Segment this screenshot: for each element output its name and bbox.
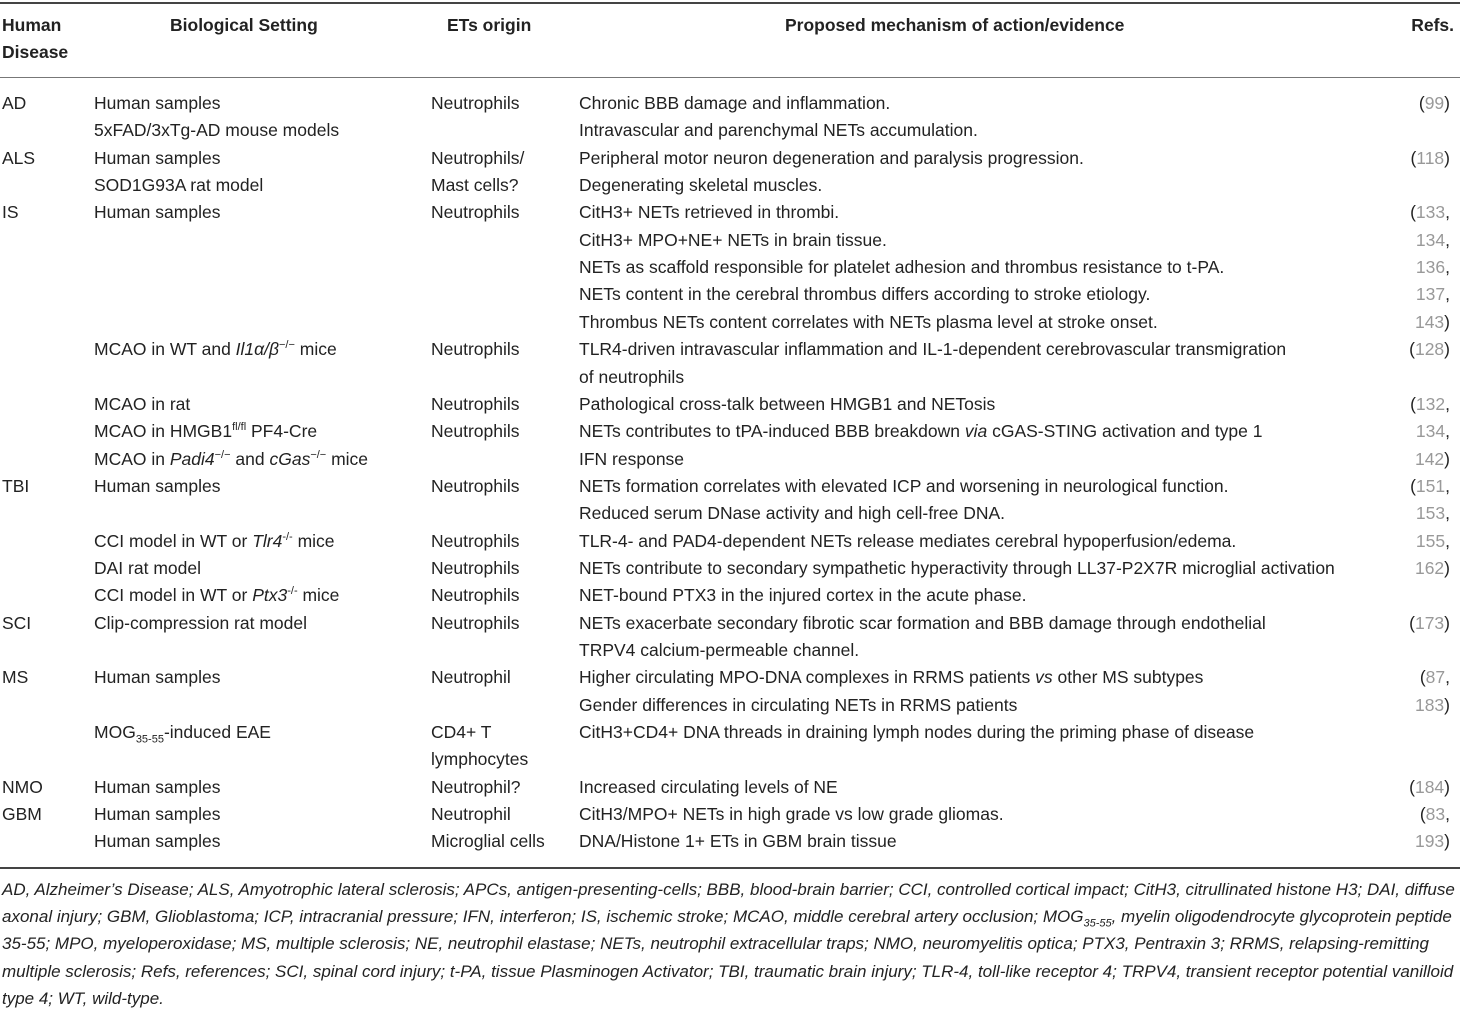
setting-cell: Clip-compression rat model — [94, 613, 307, 633]
mechanism-cell: DNA/Histone 1+ ETs in GBM brain tissue — [579, 831, 897, 851]
mechanism-cell: CitH3/MPO+ NETs in high grade vs low grade gliomas. — [579, 804, 1004, 824]
setting-cell: MCAO in $HMGB1^{fl/fl}$ PF4-Cre — [94, 421, 318, 441]
mechanism-cell: CitH3+CD4+ DNA threads in draining lymph nodes during the priming phase of disease — [579, 722, 1255, 742]
ref-cell[interactable]: 137, — [1415, 284, 1450, 304]
setting-cell: Human samples — [94, 667, 221, 687]
setting-cell: CCI model in WT or Ptx3-/- mice — [94, 585, 340, 605]
mechanism-cell: Intravascular and parenchymal NETs accumulation. — [579, 120, 978, 140]
setting-cell: Human samples — [94, 202, 221, 222]
mechanism-cell: Chronic BBB damage and inflammation. — [579, 93, 891, 113]
disease-cell: MS — [2, 667, 29, 687]
origin-cell: Neutrophils — [431, 476, 520, 496]
header-human-disease: Human Disease — [2, 15, 69, 62]
disease-cell: ALS — [2, 148, 36, 168]
mechanism-cell: NETs contribute to secondary sympathetic hyperactivity through LL37-P2X7R microglial activation — [579, 558, 1335, 578]
mechanism-cell: CitH3+ NETs retrieved in thrombi. — [579, 202, 840, 222]
setting-cell: Human samples — [94, 777, 221, 797]
ref-cell[interactable]: (173) — [1409, 613, 1450, 633]
origin-cell: Neutrophils — [431, 531, 520, 551]
ref-cell[interactable]: 162) — [1414, 558, 1450, 578]
header-refs: Refs. — [1411, 15, 1454, 35]
mechanism-cell: Gender differences in circulating NETs in RRMS patients — [579, 695, 1018, 715]
ref-cell[interactable]: (132, — [1410, 394, 1450, 414]
mechanism-cell: TLR4-driven intravascular inflammation and IL-1-dependent cerebrovascular transmigration — [579, 339, 1287, 359]
ref-cell[interactable]: 134, — [1415, 230, 1450, 250]
setting-cell: MCAO in Padi4−/− and cGas−/− mice — [94, 449, 369, 469]
mechanism-cell: NETs content in the cerebral thrombus differs according to stroke etiology. — [579, 284, 1151, 304]
origin-cell: Neutrophils — [431, 585, 520, 605]
disease-cell: IS — [2, 202, 19, 222]
setting-cell: Human samples — [94, 831, 221, 851]
setting-cell: 5xFAD/3xTg-AD mouse models — [94, 120, 340, 140]
origin-cell: Neutrophils/ — [431, 148, 525, 168]
mechanism-cell: Thrombus NETs content correlates with NETs plasma level at stroke onset. — [579, 312, 1158, 332]
setting-cell: MCAO in rat — [94, 394, 191, 414]
origin-cell: Neutrophils — [431, 339, 520, 359]
setting-cell: Human samples — [94, 93, 221, 113]
mechanism-cell: Degenerating skeletal muscles. — [579, 175, 823, 195]
table-footnote: AD, Alzheimer’s Disease; ALS, Amyotrophic lateral sclerosis; APCs, antigen-presenting-cells; BBB, blood-brain barrier; CCI, controlled cortical impact; CitH3, citrullinated histone H3; DAI, diffuse axonal injury; GBM, Glioblastoma; ICP, intracranial pressure; IFN, interferon; IS, ischemic stroke; MCAO, middle cerebral artery occlusion; $MOG_{35-55}$, myelin oligodendrocyte glycoprotein peptide 35-55; MPO, myeloperoxidase; MS, multiple sclerosis; NE, neutrophil elastase; NETs, neutrophil extracellular traps; NMO, neuromyelitis optica; PTX3, Pentraxin 3; RRMS, relapsing-remitting multiple sclerosis; Refs, references; SCI, spinal cord injury; t-PA, tissue Plasminogen Activator; TBI, traumatic brain injury; TLR-4, toll-like receptor 4; TRPV4, transient receptor potential vanilloid type 4; WT, wild-type. — [2, 880, 1455, 1008]
ref-cell[interactable]: 193) — [1414, 831, 1450, 851]
origin-cell: Neutrophil — [431, 667, 511, 687]
ref-cell[interactable]: 142) — [1414, 449, 1450, 469]
disease-cell: TBI — [2, 476, 30, 496]
ref-cell[interactable]: (184) — [1409, 777, 1450, 797]
origin-cell: Neutrophils — [431, 421, 520, 441]
disease-cell: AD — [2, 93, 27, 113]
ref-cell[interactable]: 183) — [1414, 695, 1450, 715]
setting-cell: DAI rat model — [94, 558, 201, 578]
mechanism-cell: Increased circulating levels of NE — [579, 777, 838, 797]
setting-cell: MCAO in WT and Il1α/β−/− mice — [94, 339, 337, 359]
origin-cell: CD4+ T — [431, 722, 492, 742]
ref-cell[interactable]: (118) — [1410, 148, 1450, 168]
origin-cell: Microglial cells — [431, 831, 545, 851]
ref-cell[interactable]: (133, — [1410, 202, 1450, 222]
origin-cell: Neutrophils — [431, 613, 520, 633]
origin-cell: Neutrophil — [431, 804, 511, 824]
mechanism-cell: Peripheral motor neuron degeneration and paralysis progression. — [579, 148, 1084, 168]
mechanism-cell: NETs contributes to tPA-induced BBB breakdown via cGAS-STING activation and type 1 — [579, 421, 1263, 441]
header-rule — [0, 77, 1460, 78]
mechanism-cell: Reduced serum DNase activity and high cell-free DNA. — [579, 503, 1006, 523]
origin-cell: Neutrophils — [431, 558, 520, 578]
mechanism-cell: TRPV4 calcium-permeable channel. — [579, 640, 860, 660]
disease-cell: SCI — [2, 613, 32, 633]
mechanism-cell: Pathological cross-talk between HMGB1 and NETosis — [579, 394, 996, 414]
setting-cell: $MOG_{35-55}$-induced EAE — [94, 722, 271, 746]
setting-cell: SOD1G93A rat model — [94, 175, 264, 195]
bottom-rule — [0, 867, 1460, 869]
header-mechanism: Proposed mechanism of action/evidence — [785, 15, 1125, 35]
header-ets-origin: ETs origin — [447, 15, 532, 35]
mechanism-cell: NET-bound PTX3 in the injured cortex in the acute phase. — [579, 585, 1027, 605]
setting-cell: CCI model in WT or Tlr4-/- mice — [94, 531, 335, 551]
mechanism-cell: NETs formation correlates with elevated ICP and worsening in neurological function. — [579, 476, 1229, 496]
origin-cell: lymphocytes — [431, 749, 529, 769]
origin-cell: Neutrophils — [431, 394, 520, 414]
origin-cell: Neutrophils — [431, 202, 520, 222]
mechanism-cell: Higher circulating MPO-DNA complexes in RRMS patients vs other MS subtypes — [579, 667, 1204, 687]
ref-cell[interactable]: (87, — [1419, 667, 1450, 687]
ref-cell[interactable]: 153, — [1415, 503, 1450, 523]
ref-cell[interactable]: (151, — [1410, 476, 1450, 496]
mechanism-cell: NETs exacerbate secondary fibrotic scar formation and BBB damage through endothelial — [579, 613, 1266, 633]
mechanism-cell: NETs as scaffold responsible for platelet adhesion and thrombus resistance to t-PA. — [579, 257, 1225, 277]
ref-cell[interactable]: (83, — [1419, 804, 1450, 824]
ref-cell[interactable]: 136, — [1415, 257, 1450, 277]
ref-cell[interactable]: (99) — [1418, 93, 1450, 113]
disease-cell: NMO — [2, 777, 43, 797]
setting-cell: Human samples — [94, 804, 221, 824]
ref-cell[interactable]: 134, — [1415, 421, 1450, 441]
header-biological-setting: Biological Setting — [170, 15, 318, 35]
mechanism-cell: CitH3+ MPO+NE+ NETs in brain tissue. — [579, 230, 887, 250]
setting-cell: Human samples — [94, 476, 221, 496]
ref-cell[interactable]: (128) — [1409, 339, 1450, 359]
setting-cell: Human samples — [94, 148, 221, 168]
mechanism-cell: IFN response — [579, 449, 685, 469]
top-rule — [0, 2, 1460, 4]
ref-cell[interactable]: 155, — [1415, 531, 1450, 551]
mechanism-cell: of neutrophils — [579, 367, 685, 387]
ref-cell[interactable]: 143) — [1414, 312, 1450, 332]
origin-cell: Neutrophil? — [431, 777, 521, 797]
origin-cell: Neutrophils — [431, 93, 520, 113]
mechanism-cell: TLR-4- and PAD4-dependent NETs release mediates cerebral hypoperfusion/edema. — [579, 531, 1237, 551]
disease-cell: GBM — [2, 804, 42, 824]
origin-cell: Mast cells? — [431, 175, 519, 195]
